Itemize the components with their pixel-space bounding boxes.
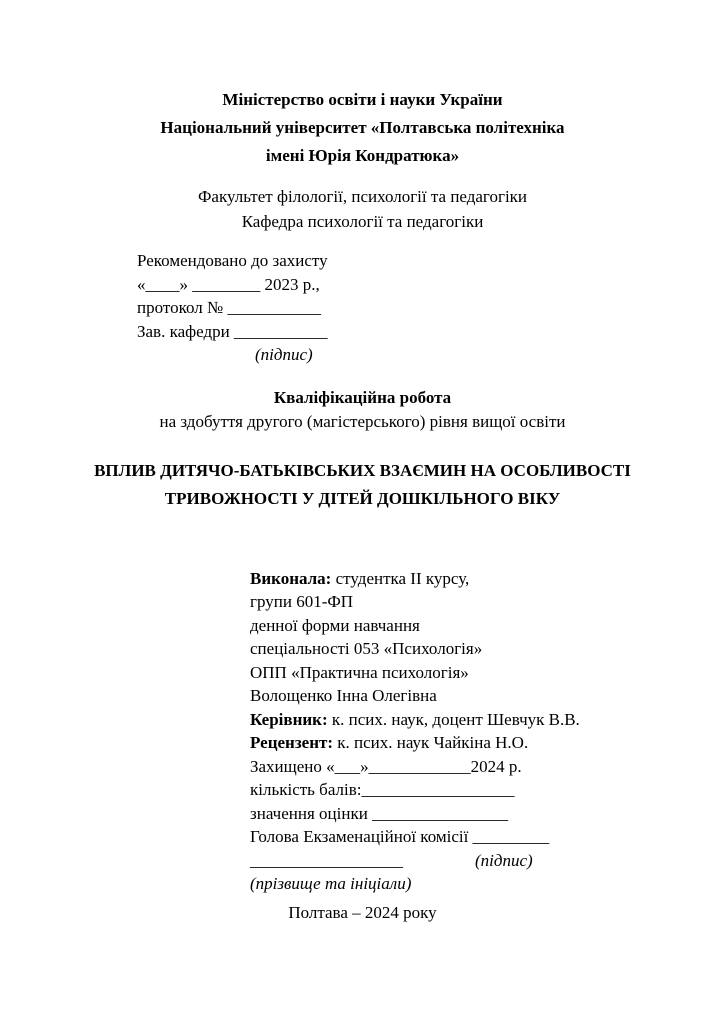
document-header (0, 0, 725, 234)
author-text: студентка ІІ курсу, (335, 568, 470, 588)
reviewer-label: Рецензент: (250, 733, 334, 752)
university-header (0, 86, 725, 170)
defended-line: Захищено «___»____________2024 р. (250, 756, 522, 776)
group-line: групи 601-ФП (250, 592, 354, 611)
committee-signature-caption: (підпис) (475, 850, 533, 870)
name-caption-line: (прізвище та ініціали) (250, 874, 412, 893)
thesis-title-line1: ВПЛИВ ДИТЯЧО-БАТЬКІВСЬКИХ ВЗАЄМИН НА ОСОБЛИВОСТІ (94, 460, 631, 480)
thesis-title-line2: ТРИВОЖНОСТІ У ДІТЕЙ ДОШКІЛЬНОГО ВІКУ (164, 488, 561, 508)
university-name-line1: Національний університет «Полтавська політехніка (160, 118, 565, 137)
speciality-line: спеціальності 053 «Психологія» (250, 639, 483, 658)
recommended-line: Рекомендовано до захисту (137, 251, 328, 270)
committee-head-line: Голова Екзаменаційної комісії _________ (250, 827, 550, 846)
grade-line: значення оцінки ________________ (250, 803, 509, 823)
approval-block (137, 249, 725, 367)
author-name-line: Волощенко Інна Олегівна (250, 686, 437, 705)
approval-date-line: «____» ________ 2023 р., (137, 274, 320, 294)
thesis-title (0, 457, 725, 513)
qualification-block (0, 386, 725, 434)
approval-signature-caption: (підпис) (255, 345, 313, 364)
department-head-line: Зав. кафедри ___________ (137, 321, 328, 341)
committee-signature-line: __________________ (250, 850, 403, 870)
reviewer-text: к. псих. наук Чайкіна Н.О. (337, 733, 529, 752)
ministry-line: Міністерство освіти і науки України (222, 90, 503, 109)
qualification-subtitle: на здобуття другого (магістерського) рівня вищої освіти (159, 411, 566, 431)
footer (0, 901, 725, 925)
university-name-line2: імені Юрія Кондратюка» (265, 146, 460, 165)
author-line (250, 567, 725, 591)
department-line: Кафедра психології та педагогіки (241, 212, 484, 231)
supervisor-text: к. псих. наук, доцент Шевчук В.В. (331, 709, 580, 729)
supervisor-line (250, 708, 725, 732)
protocol-line: протокол № ___________ (137, 298, 321, 317)
city-year-line: Полтава – 2024 року (288, 902, 437, 922)
program-line: ОПП «Практична психологія» (250, 662, 469, 682)
faculty-line: Факультет філології, психології та педагогіки (197, 187, 528, 206)
supervisor-label: Керівник: (250, 709, 328, 729)
author-label: Виконала: (250, 568, 332, 588)
study-form-line: денної форми навчання (250, 615, 420, 635)
qualification-title: Кваліфікаційна робота (273, 387, 452, 407)
reviewer-line (250, 731, 725, 755)
score-line: кількість балів:__________________ (250, 780, 515, 799)
faculty-header (0, 184, 725, 234)
credits-block (250, 567, 725, 896)
committee-signature-row (250, 849, 725, 873)
